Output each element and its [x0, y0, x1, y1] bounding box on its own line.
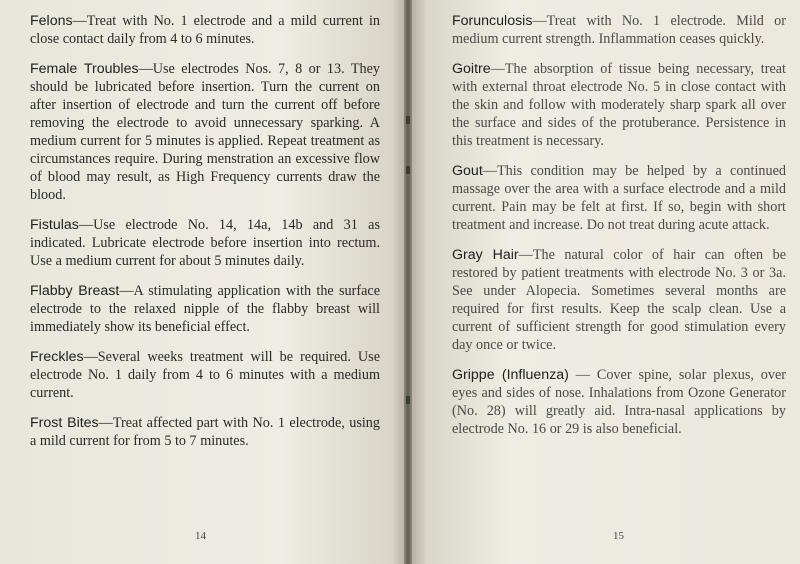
- right-page: [412, 0, 800, 564]
- entry-text: —A stimulating application with the surface electrode to the relaxed nipple of the flabby breast will immediately show its beneficial effect.: [30, 283, 380, 335]
- entry-text: —This condition may be helped by a continued massage over the area with a surface electrode and a mild current. Pain may be felt at first. If so, begin with short treatment and increase. Do not treat during acute attack.: [452, 163, 786, 233]
- entry-text: —Treat affected part with No. 1 electrode, using a mild current for from 5 to 7 minutes.: [30, 415, 380, 449]
- entry-grippe: [452, 366, 786, 438]
- entry-text: —Use electrodes Nos. 7, 8 or 13. They should be lubricated before insertion. Turn the current on after insertion of electrode and turn the current off before removing the electrode to avoid unnecessary sparking. A medium current for 5 minutes is applied. Repeat treatment as circumstances require. During menstration an excessive flow of blood may result, as High Frequency currents draw the blood.: [30, 61, 380, 203]
- entry-text: —The absorption of tissue being necessary, treat with external throat electrode No. 5 in close contact with the skin and follow with moderately sharp spark all over the surface and sides of the protuberance. Persistence in this treatment is necessary.: [452, 61, 786, 149]
- entry-text: —The natural color of hair can often be restored by patient treatments with electrode No. 3 or 3a. See under Alopecia. Sometimes several months are required for first results. Keep the scalp clean. Use a current of sufficient strength for good stimulation every day once or twice.: [452, 247, 787, 353]
- entry-flabby-breast: [30, 282, 380, 336]
- staple-mark: [406, 166, 410, 174]
- entry-gout: [452, 162, 786, 234]
- entry-text: —Use electrode No. 14, 14a, 14b and 31 as indicated. Lubricate electrode before insertion into rectum. Use a medium current for about 5 minutes daily.: [30, 217, 380, 269]
- entry-frost-bites: [30, 414, 380, 450]
- page-number-right: 15: [613, 530, 624, 542]
- entry-text: —Treat with No. 1 electrode. Mild or medium current strength. Inflammation ceases quickly.: [452, 13, 786, 47]
- staple-mark: [406, 116, 410, 124]
- entry-term: Gray Hair: [452, 247, 519, 263]
- staple-mark: [406, 396, 410, 404]
- entry-text: —Treat with No. 1 electrode and a mild current in close contact daily from 4 to 6 minutes.: [30, 13, 380, 47]
- entry-term: Flabby Breast: [30, 283, 120, 299]
- entry-term: Frost Bites: [30, 415, 99, 431]
- entry-female-troubles: [30, 60, 380, 204]
- page-number-left: 14: [195, 530, 206, 542]
- entry-felons: [30, 12, 380, 48]
- entry-gray-hair: [452, 246, 786, 354]
- entry-text: —Several weeks treatment will be required. Use electrode No. 1 daily from 4 to 6 minutes with a medium current.: [30, 349, 380, 401]
- entry-term: Gout: [452, 163, 483, 179]
- entry-term: Goitre: [452, 61, 491, 77]
- entry-term: Forunculosis: [452, 13, 533, 29]
- book-gutter: [404, 0, 412, 564]
- entry-term: Felons: [30, 13, 73, 29]
- entry-forunculosis: [452, 12, 786, 48]
- entry-text: — Cover spine, solar plexus, over eyes and sides of nose. Inhalations from Ozone Generator (No. 28) will greatly aid. Intra-nasal applications by electrode No. 16 or 29 is also beneficial.: [452, 367, 786, 437]
- entry-goitre: [452, 60, 786, 150]
- entry-freckles: [30, 348, 380, 402]
- entry-term: Female Troubles: [30, 61, 139, 77]
- entry-term: Grippe (Influenza): [452, 367, 569, 383]
- entry-fistulas: [30, 216, 380, 270]
- entry-term: Freckles: [30, 349, 84, 365]
- entry-term: Fistulas: [30, 217, 79, 233]
